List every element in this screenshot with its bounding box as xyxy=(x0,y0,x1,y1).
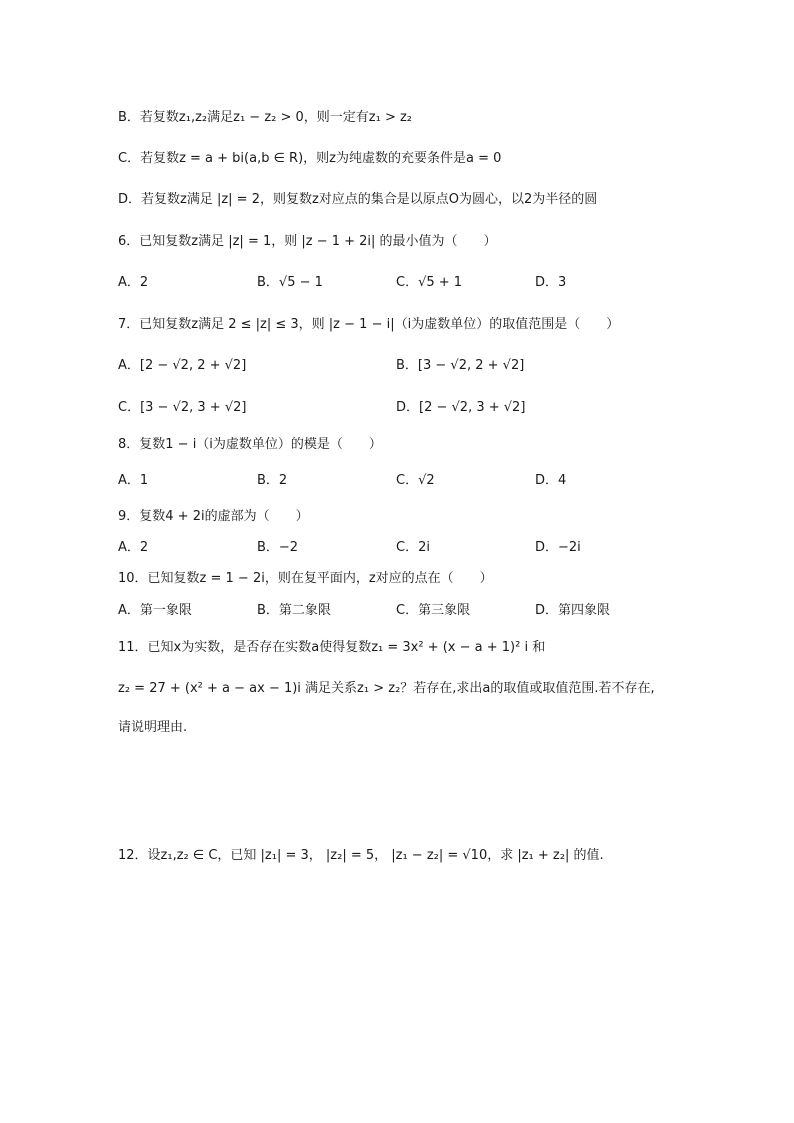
q6-option-a: A．2 xyxy=(118,275,149,290)
q8-option-c: C．√2 xyxy=(396,473,435,488)
q10-option-b: B．第二象限 xyxy=(257,603,331,618)
item-c: C．若复数z = a + bi(a,b ∈ R)，则z为纯虚数的充要条件是a = 0 xyxy=(118,151,502,166)
q7-option-c: C．[3 − √2, 3 + √2] xyxy=(118,400,247,415)
q7-option-a: A．[2 − √2, 2 + √2] xyxy=(118,358,247,373)
item-d: D．若复数z满足 |z| = 2，则复数z对应点的集合是以原点O为圆心，以2为半径的圆 xyxy=(118,192,598,207)
q9-option-c: C．2i xyxy=(396,540,430,555)
item-b: B．若复数z₁,z₂满足z₁ − z₂ > 0，则一定有z₁ > z₂ xyxy=(118,110,413,125)
q8-option-b: B．2 xyxy=(257,473,288,488)
q7-option-d: D．[2 − √2, 3 + √2] xyxy=(396,400,526,415)
q9-option-b: B．−2 xyxy=(257,540,299,555)
q6-option-c: C．√5 + 1 xyxy=(396,275,463,290)
q10-option-a: A．第一象限 xyxy=(118,603,192,618)
question-7-stem: 7．已知复数z满足 2 ≤ |z| ≤ 3，则 |z − 1 − i|（i为虚数单位）的取值范围是（ ） xyxy=(118,317,620,332)
question-11-line-2: z₂ = 27 + (x² + a − ax − 1)i 满足关系z₁ > z₂？若存在,求出a的取值或取值范围.若不存在, xyxy=(118,681,655,696)
question-9-stem: 9．复数4 + 2i的虚部为（ ） xyxy=(118,509,309,524)
question-6-stem: 6．已知复数z满足 |z| = 1，则 |z − 1 + 2i| 的最小值为（ ） xyxy=(118,234,497,249)
q10-option-d: D．第四象限 xyxy=(535,603,611,618)
q9-option-a: A．2 xyxy=(118,540,149,555)
q8-option-a: A．1 xyxy=(118,473,149,488)
q8-option-d: D．4 xyxy=(535,473,567,488)
q9-option-d: D．−2i xyxy=(535,540,581,555)
q6-option-b: B．√5 − 1 xyxy=(257,275,323,290)
question-8-stem: 8．复数1 − i（i为虚数单位）的模是（ ） xyxy=(118,437,382,452)
question-10-stem: 10．已知复数z = 1 − 2i，则在复平面内，z对应的点在（ ） xyxy=(118,571,493,586)
q6-option-d: D．3 xyxy=(535,275,567,290)
question-11-line-3: 请说明理由. xyxy=(118,720,188,735)
question-12-stem: 12．设z₁,z₂ ∈ C，已知 |z₁| = 3， |z₂| = 5， |z₁ − z₂| = √10，求 |z₁ + z₂| 的值. xyxy=(118,848,604,863)
q7-option-b: B．[3 − √2, 2 + √2] xyxy=(396,358,525,373)
question-11-line-1: 11．已知x为实数，是否存在实数a使得复数z₁ = 3x² + (x − a + 1)² i 和 xyxy=(118,640,546,655)
q10-option-c: C．第三象限 xyxy=(396,603,471,618)
